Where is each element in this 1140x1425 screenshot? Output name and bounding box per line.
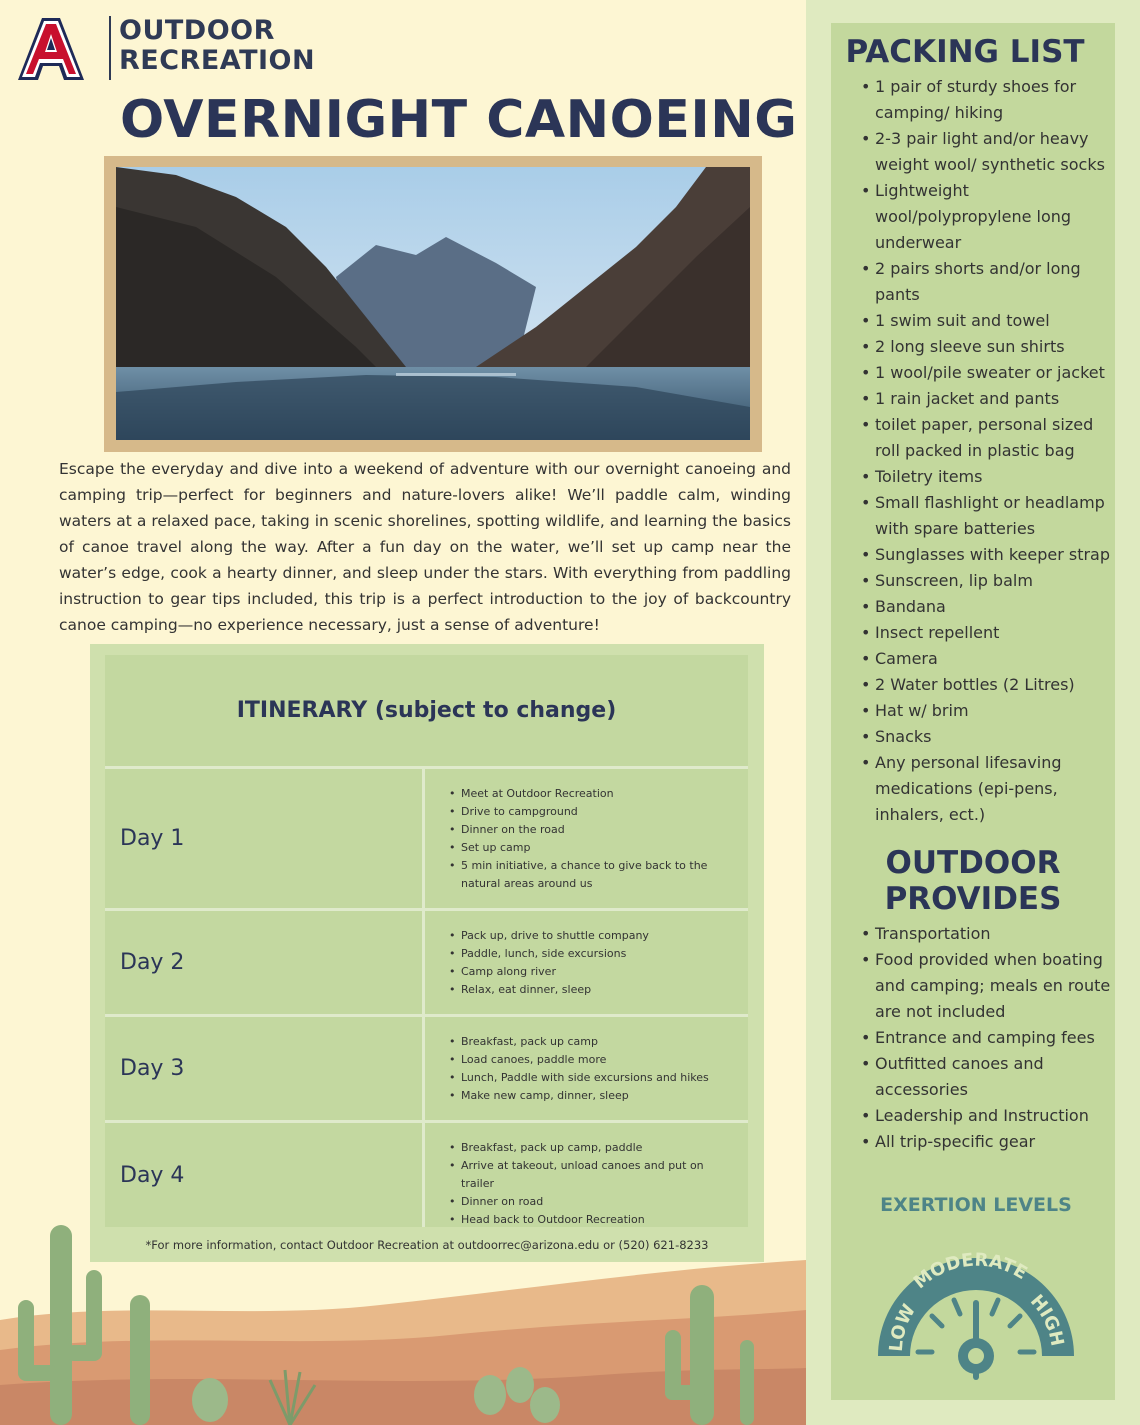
provides-title-line-1: OUTDOOR (885, 845, 1061, 881)
activity-item: • Paddle, lunch, side excursions (461, 945, 738, 963)
day-activities (425, 769, 748, 908)
packing-item: • Snacks (861, 724, 1111, 750)
activity-item: • Dinner on the road (461, 821, 738, 839)
packing-item: • Sunglasses with keeper strap (861, 542, 1111, 568)
packing-item: • Insect repellent (861, 620, 1111, 646)
provides-item: • Outfitted canoes and accessories (861, 1051, 1111, 1103)
outdoor-recreation-logo (12, 14, 316, 86)
packing-list (861, 74, 1111, 828)
provides-item: • Food provided when boating and camping; meals en route are not included (861, 947, 1111, 1025)
day-label: Day 1 (105, 769, 425, 908)
provides-item: • Entrance and camping fees (861, 1025, 1111, 1051)
packing-item: • 2 Water bottles (2 Litres) (861, 672, 1111, 698)
logo-wordmark (109, 16, 315, 76)
activity-item: • Load canoes, paddle more (461, 1051, 738, 1069)
packing-item: • 1 rain jacket and pants (861, 386, 1111, 412)
itinerary-row-day-2 (105, 911, 748, 1017)
packing-item: • 2 long sleeve sun shirts (861, 334, 1111, 360)
exertion-levels-title: EXERTION LEVELS (880, 1194, 1072, 1216)
packing-item: • Toiletry items (861, 464, 1111, 490)
packing-item: • Bandana (861, 594, 1111, 620)
day-label: Day 4 (105, 1123, 425, 1227)
day-activities (425, 911, 748, 1014)
activity-item: • Arrive at takeout, unload canoes and put on trailer (461, 1157, 738, 1193)
canyon-photo-frame (104, 156, 762, 452)
packing-item: • 2 pairs shorts and/or long pants (861, 256, 1111, 308)
packing-item: • Small flashlight or headlamp with spare batteries (861, 490, 1111, 542)
provides-item: • Leadership and Instruction (861, 1103, 1111, 1129)
exertion-gauge (874, 1226, 1078, 1391)
activity-item: • Breakfast, pack up camp (461, 1033, 738, 1051)
packing-item: • 1 wool/pile sweater or jacket (861, 360, 1111, 386)
packing-item: • Hat w/ brim (861, 698, 1111, 724)
activity-item: • Set up camp (461, 839, 738, 857)
university-a-logo-icon (12, 14, 90, 84)
itinerary-table (105, 655, 748, 1227)
activity-item: • Meet at Outdoor Recreation (461, 785, 738, 803)
sidebar-panel (831, 23, 1115, 1400)
day-activities (425, 1017, 748, 1120)
packing-item: • 2-3 pair light and/or heavy weight wool/ synthetic socks (861, 126, 1111, 178)
provides-item: • Transportation (861, 921, 1111, 947)
itinerary-heading: ITINERARY (subject to change) (105, 655, 748, 769)
activity-item: • Pack up, drive to shuttle company (461, 927, 738, 945)
packing-item: • Any personal lifesaving medications (epi-pens, inhalers, ect.) (861, 750, 1111, 828)
packing-item: • Lightweight wool/polypropylene long underwear (861, 178, 1111, 256)
desert-landscape-illustration (0, 1210, 806, 1425)
packing-item: • toilet paper, personal sized roll packed in plastic bag (861, 412, 1111, 464)
activity-item: • Make new camp, dinner, sleep (461, 1087, 738, 1105)
activity-item: • Relax, eat dinner, sleep (461, 981, 738, 999)
activity-item: • Camp along river (461, 963, 738, 981)
canyon-river-photo (116, 167, 750, 440)
outdoor-provides-title (831, 845, 1115, 917)
packing-item: • Sunscreen, lip balm (861, 568, 1111, 594)
gauge-label-moderate: MODERATE (909, 1249, 1031, 1294)
packing-item: • 1 swim suit and towel (861, 308, 1111, 334)
logo-line-1: OUTDOOR (119, 15, 275, 46)
provides-item: • All trip-specific gear (861, 1129, 1111, 1155)
activity-item: • Dinner on road (461, 1193, 738, 1211)
provides-list (861, 921, 1111, 1155)
activity-item: • Head back to Outdoor Recreation (461, 1211, 738, 1229)
provides-title-line-2: PROVIDES (884, 881, 1062, 917)
trip-description: Escape the everyday and dive into a weekend of adventure with our overnight canoeing and camping trip—perfect for beginners and nature-lovers alike! We’ll paddle calm, winding waters at a relaxed pace, taking in scenic shorelines, spotting wildlife, and learning the basics of canoe travel along the way. After a fun day on the water, we’ll set up camp near the water’s edge, cook a hearty dinner, and sleep under the stars. With everything from paddling instruction to gear tips included, this trip is a perfect introduction to the joy of backcountry canoe camping—no experience necessary, just a sense of adventure! (59, 460, 791, 634)
packing-item: • 1 pair of sturdy shoes for camping/ hiking (861, 74, 1111, 126)
itinerary-panel (90, 644, 764, 1262)
packing-item: • Camera (861, 646, 1111, 672)
gauge-label-low: LOW (885, 1300, 921, 1353)
day-label: Day 3 (105, 1017, 425, 1120)
page-title: OVERNIGHT CANOEING (120, 90, 798, 150)
activity-item: • Drive to campground (461, 803, 738, 821)
gauge-needle (958, 1300, 994, 1380)
activity-item: • Breakfast, pack up camp, paddle (461, 1139, 738, 1157)
activity-item: • 5 min initiative, a chance to give back to the natural areas around us (461, 857, 738, 893)
itinerary-row-day-3 (105, 1017, 748, 1123)
logo-line-2: RECREATION (119, 45, 316, 76)
packing-list-title: PACKING LIST (845, 34, 1085, 70)
day-label: Day 2 (105, 911, 425, 1014)
activity-item: • Lunch, Paddle with side excursions and hikes (461, 1069, 738, 1087)
contact-info: *For more information, contact Outdoor Recreation at outdoorrec@arizona.edu or (520) 621-8233 (145, 1238, 709, 1252)
gauge-label-high: HIGH (1025, 1290, 1068, 1348)
itinerary-row-day-1 (105, 769, 748, 911)
